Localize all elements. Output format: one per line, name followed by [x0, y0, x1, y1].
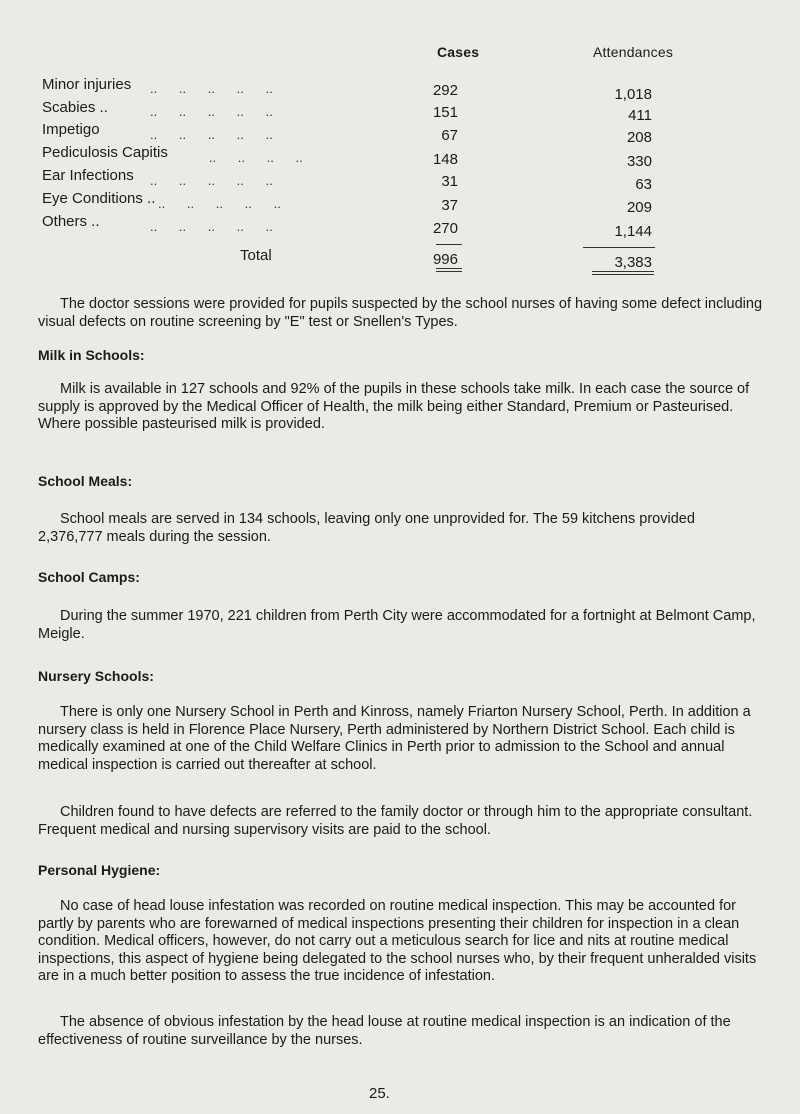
camps-paragraph: During the summer 1970, 221 children from Perth City were accommodated for a fortnight at Belmont Camp, Meigle.	[38, 608, 756, 642]
page-number: 25.	[369, 1085, 390, 1102]
cases-value: 151	[432, 104, 458, 121]
row-label: Scabies ..	[42, 99, 108, 116]
cases-value: 67	[441, 127, 458, 144]
attendances-value: 330	[626, 153, 652, 170]
dot-leaders: .. .. .. .. ..	[158, 196, 281, 211]
dot-leaders: .. .. .. .. ..	[150, 104, 273, 119]
hygiene-paragraph-1: No case of head louse infestation was recorded on routine medical inspection. This may be accounted for partly by parents who are forewarned of medical inspections presenting their children for inspection in a clean condition. Medical officers, however, do not carry out a meticulous search for lice and nits at routine medical inspections, this aspect of hygiene being delegated to the school nurses who, by their frequent unheralded visits are in a much better position to assess the true incidence of infestation.	[38, 898, 757, 984]
dot-leaders: .. .. .. .. ..	[150, 81, 273, 96]
milk-heading: Milk in Schools:	[38, 347, 145, 363]
attendances-value: 1,018	[614, 86, 652, 103]
dot-leaders: .. .. .. .. ..	[150, 127, 273, 142]
cases-subtotal-rule	[436, 244, 462, 245]
row-label: Impetigo	[42, 121, 100, 138]
cases-value: 37	[441, 197, 458, 214]
nursery-paragraph-2: Children found to have defects are referred to the family doctor or through him to the appropriate consultant. Frequent medical and nursing supervisory visits are paid to the school.	[38, 804, 753, 838]
intro-paragraph: The doctor sessions were provided for pupils suspected by the school nurses of having some defect including visual defects on routine screening by "E" test or Snellen's Types.	[38, 296, 763, 330]
camps-heading: School Camps:	[38, 569, 140, 585]
attendances-value: 411	[628, 107, 652, 124]
hygiene-heading: Personal Hygiene:	[38, 862, 161, 878]
table-row	[0, 190, 800, 214]
meals-heading: School Meals:	[38, 473, 133, 489]
total-attendances-value: 3,383	[614, 254, 652, 271]
hygiene-paragraph-2: The absence of obvious infestation by the head louse at routine medical inspection is an indication of the effectiveness of routine surveillance by the nurses.	[38, 1014, 731, 1048]
table-row	[0, 76, 800, 103]
row-label: Ear Infections	[42, 167, 134, 184]
attendances-value: 208	[626, 129, 652, 146]
row-label: Eye Conditions ..	[42, 190, 156, 207]
table-row	[0, 167, 800, 191]
attendances-value: 1,144	[614, 223, 652, 240]
cases-value: 31	[441, 173, 458, 190]
table-row	[0, 99, 800, 123]
row-label: Minor injuries	[42, 76, 132, 93]
attendances-subtotal-rule	[583, 247, 655, 248]
row-label: Pediculosis Capitis	[42, 144, 168, 161]
attendances-total-double-rule	[592, 271, 654, 275]
cases-value: 148	[432, 151, 458, 168]
row-label: Others ..	[42, 213, 100, 230]
attendances-column-header: Attendances	[593, 44, 674, 60]
milk-paragraph: Milk is available in 127 schools and 92% of the pupils in these schools take milk. In each case the source of supply is approved by the Medical Officer of Health, the milk being either Standard, Premium or Pasteurised. Where possible pasteurised milk is provided.	[38, 381, 750, 432]
total-cases-value: 996	[432, 251, 458, 268]
nursery-heading: Nursery Schools:	[38, 668, 154, 684]
cases-column-header: Cases	[437, 44, 480, 60]
dot-leaders: .. .. .. .. ..	[150, 173, 273, 188]
dot-leaders: .. .. .. .. ..	[150, 219, 273, 234]
table-row	[0, 121, 800, 145]
attendances-value: 63	[635, 176, 652, 193]
meals-paragraph: School meals are served in 134 schools, leaving only one unprovided for. The 59 kitchens provided 2,376,777 meals during the session.	[38, 511, 695, 545]
cases-value: 270	[432, 220, 458, 237]
attendances-value: 209	[626, 199, 652, 216]
nursery-paragraph-1: There is only one Nursery School in Perth and Kinross, namely Friarton Nursery School, Perth. In addition a nursery class is held in Florence Place Nursery, Perth administered by Northern District School. Each child is medically examined at one of the Child Welfare Clinics in Perth prior to admission to the School and annual medical inspection is carried out thereafter at school.	[38, 704, 751, 773]
total-label: Total	[240, 247, 272, 264]
dot-leaders: .. .. .. ..	[198, 150, 303, 165]
cases-value: 292	[432, 82, 458, 99]
table-row	[0, 144, 800, 168]
cases-total-double-rule	[436, 268, 462, 272]
table-row	[0, 213, 800, 240]
